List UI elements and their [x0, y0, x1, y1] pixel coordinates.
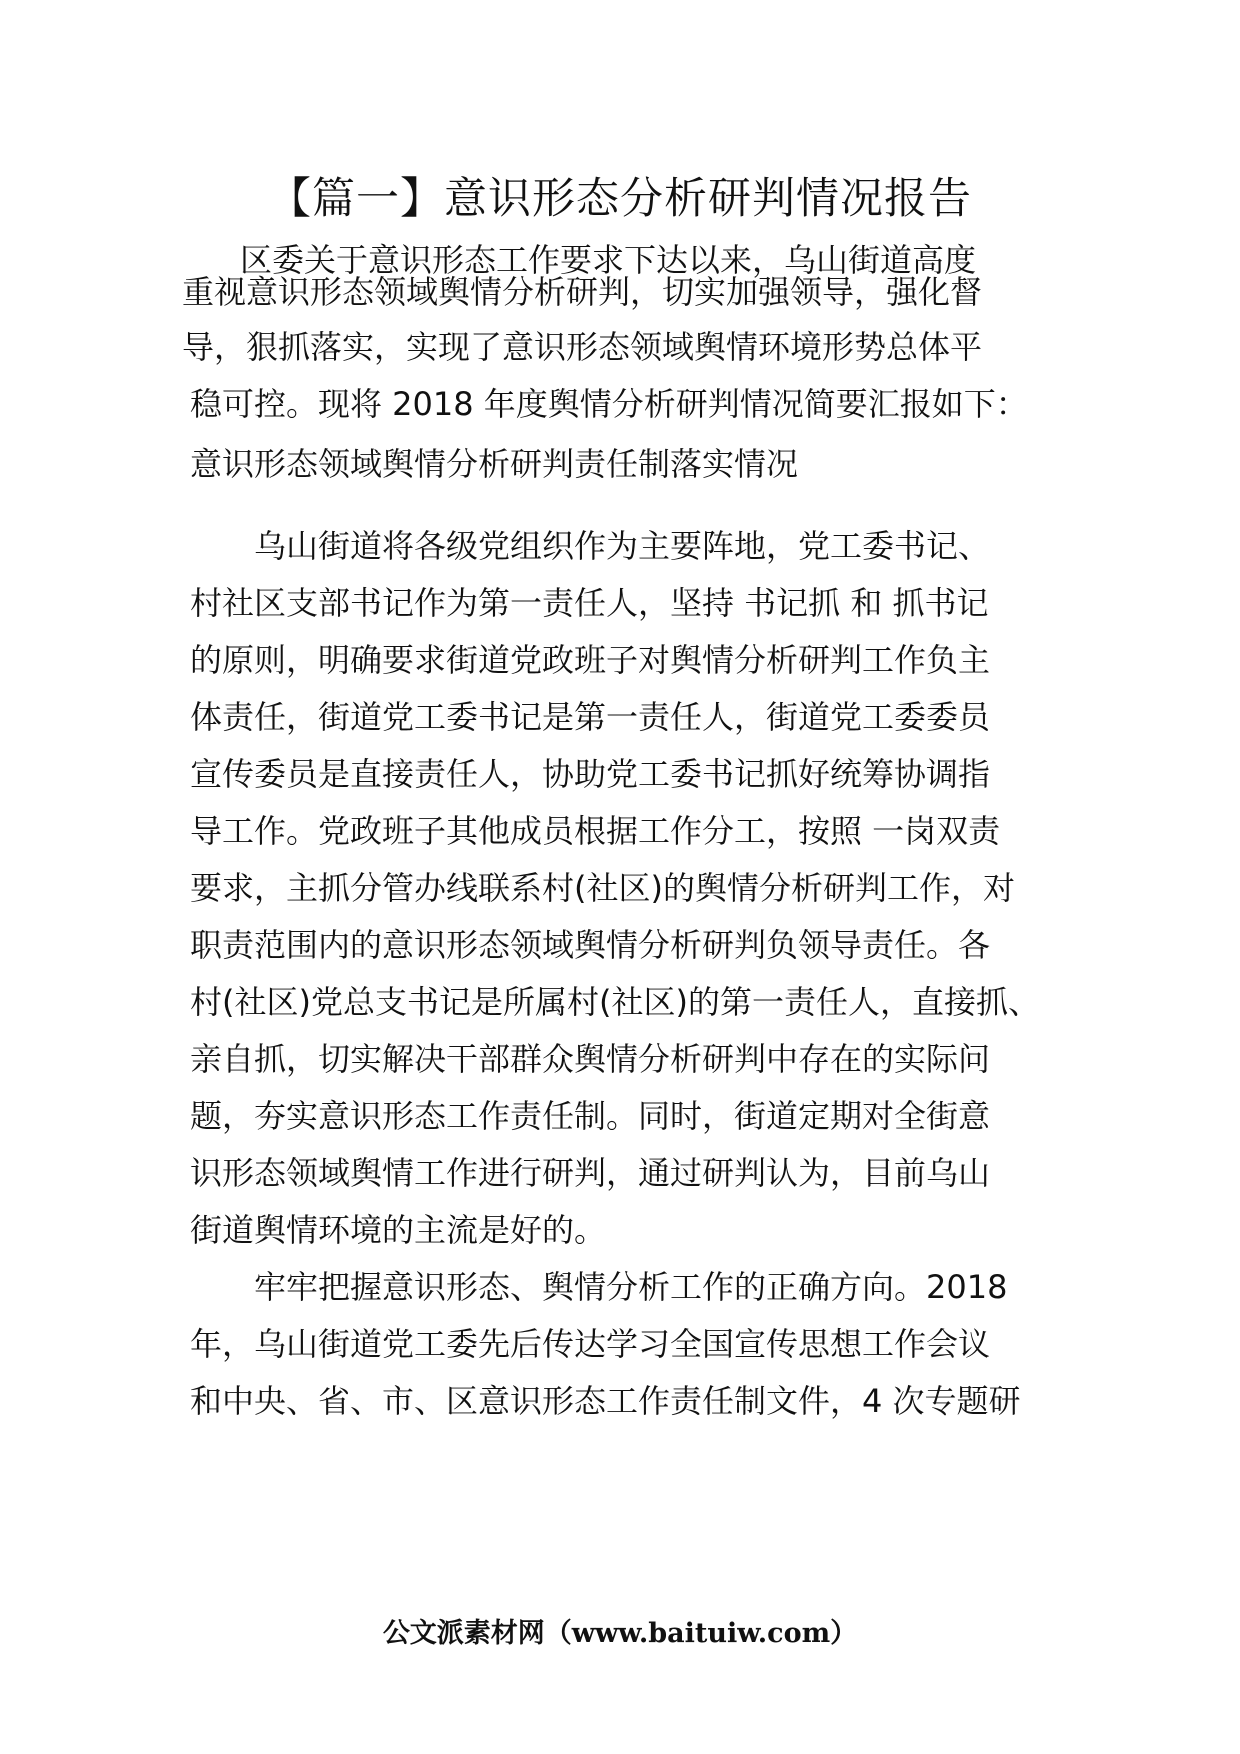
- body-line: 区委关于意识形态工作要求下达以来，乌山街道高度: [240, 241, 977, 279]
- body-line: 村(社区)党总支书记是所属村(社区)的第一责任人，直接抓、: [190, 983, 1040, 1021]
- body-line: 村社区支部书记作为第一责任人，坚持 书记抓 和 抓书记: [190, 584, 989, 622]
- body-line: 牢牢把握意识形态、舆情分析工作的正确方向。2018: [254, 1268, 1008, 1306]
- document-title: 【篇一】意识形态分析研判情况报告: [268, 174, 972, 224]
- body-line: 乌山街道将各级党组织作为主要阵地，党工委书记、: [254, 527, 991, 565]
- body-line: 稳可控。现将 2018 年度舆情分析研判情况简要汇报如下：: [190, 385, 1028, 423]
- body-line: 题，夯实意识形态工作责任制。同时，街道定期对全街意: [190, 1097, 991, 1135]
- body-line: 重视意识形态领域舆情分析研判，切实加强领导，强化督: [182, 273, 983, 311]
- body-line: 宣传委员是直接责任人，协助党工委书记抓好统筹协调指: [190, 755, 991, 793]
- footer-watermark: 公文派素材网（www.baituiw.com）: [382, 1618, 858, 1649]
- body-line: 识形态领域舆情工作进行研判，通过研判认为，目前乌山: [190, 1154, 991, 1192]
- body-line: 街道舆情环境的主流是好的。: [190, 1211, 607, 1249]
- body-line: 要求，主抓分管办线联系村(社区)的舆情分析研判工作，对: [190, 869, 1015, 907]
- body-line: 体责任，街道党工委书记是第一责任人，街道党工委委员: [190, 698, 991, 736]
- body-line: 年，乌山街道党工委先后传达学习全国宣传思想工作会议: [190, 1325, 991, 1363]
- section-heading: 意识形态领域舆情分析研判责任制落实情况: [190, 445, 799, 483]
- body-line: 和中央、省、市、区意识形态工作责任制文件，4 次专题研: [190, 1382, 1021, 1420]
- body-line: 导，狠抓落实，实现了意识形态领域舆情环境形势总体平: [182, 328, 983, 366]
- body-line: 职责范围内的意识形态领域舆情分析研判负领导责任。各: [190, 926, 991, 964]
- body-line: 导工作。党政班子其他成员根据工作分工，按照 一岗双责: [190, 812, 1001, 850]
- body-line: 亲自抓，切实解决干部群众舆情分析研判中存在的实际问: [190, 1040, 991, 1078]
- body-line: 的原则，明确要求街道党政班子对舆情分析研判工作负主: [190, 641, 991, 679]
